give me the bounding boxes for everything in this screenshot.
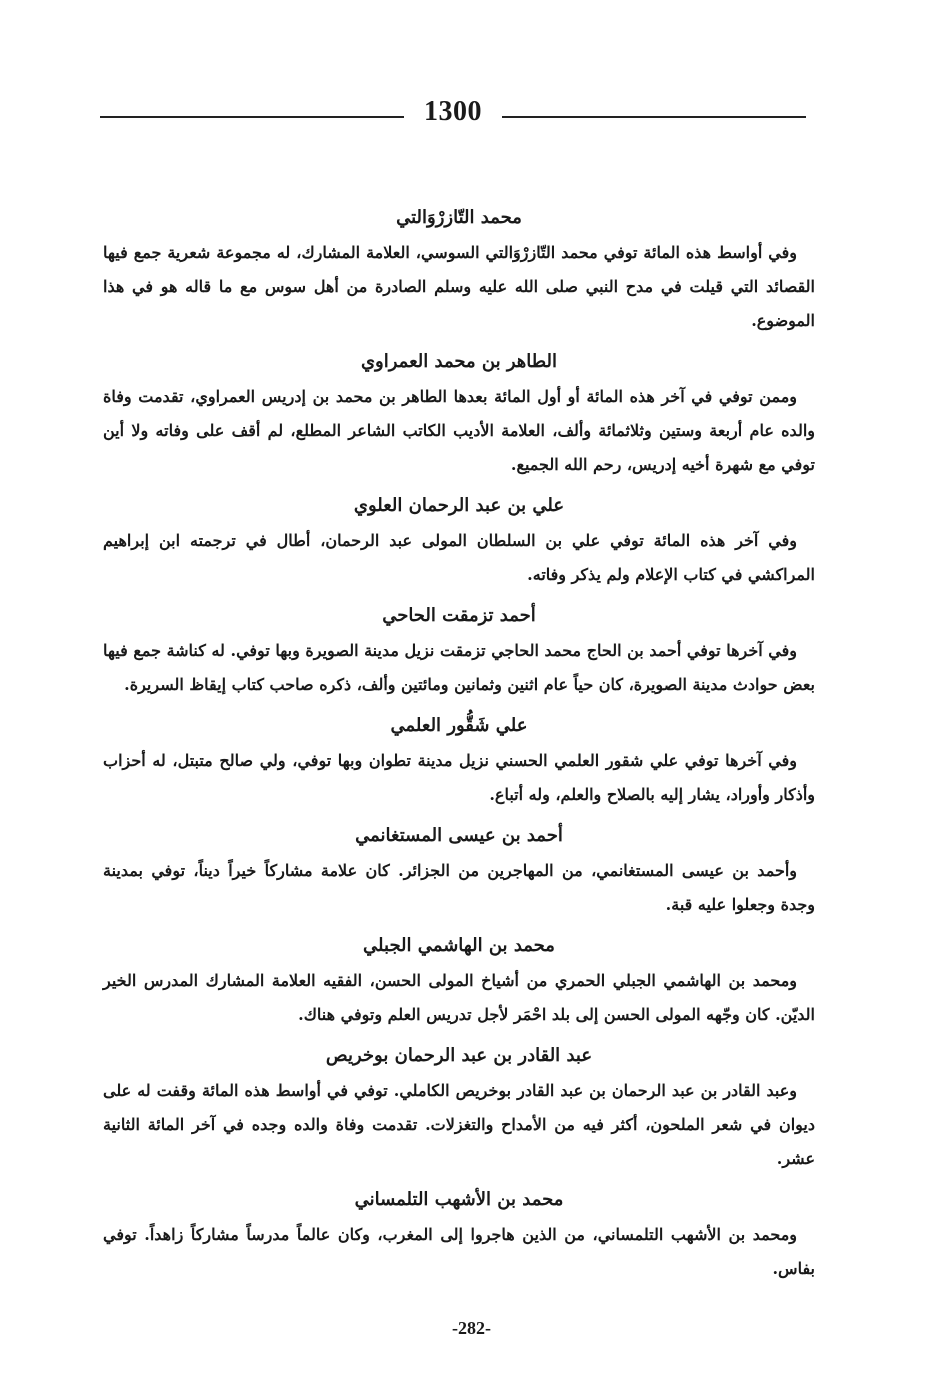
biography-entry	[103, 598, 815, 702]
entry-title: الطاهر بن محمد العمراوي	[360, 351, 558, 372]
entry-body: ومحمد بن الأشهب التلمساني، من الذين هاجروا إلى المغرب، وكان عالماً مدرساً مشاركاً زاهداً. توفي بفاس.	[103, 1225, 815, 1278]
biography-entry	[103, 1182, 815, 1286]
entry-body: وعبد القادر بن عبد الرحمان بن عبد القادر بوخريص الكاملي. توفي في أواسط هذه المائة وقفت له على ديوان في شعر الملحون، أكثر فيه من الأمداح والتغزلات. تقدمت وفاة والده وجده في آخر المائة الثانية عشر.	[103, 1081, 815, 1168]
entry-title: أحمد بن عيسى المستغانمي	[355, 825, 563, 846]
biography-entry	[103, 708, 815, 812]
header-rule-right	[502, 116, 806, 118]
entry-title: محمد التّازرْوَالتي	[396, 207, 522, 228]
entry-body: وفي أواسط هذه المائة توفي محمد التّازرْوَالتي السوسي، العلامة المشارك، له مجموعة شعرية جمع فيها القصائد التي قيلت في مدح النبي صلى الله عليه وسلم الصادرة من أهل سوس مع ما قاله هو في هذا الموضوع.	[103, 243, 815, 330]
biography-entry	[103, 344, 815, 482]
biography-entry	[103, 488, 815, 592]
biography-entry	[103, 928, 815, 1032]
page-header	[100, 92, 806, 132]
biography-entry	[103, 1038, 815, 1176]
page-number: 1300	[424, 96, 482, 127]
entry-body: ومحمد بن الهاشمي الجبلي الحمري من أشياخ المولى الحسن، الفقيه العلامة المشارك المدرس الخير الديّن. كان وجّهه المولى الحسن إلى بلد احْمَر لأجل تدريس العلم وتوفي هناك.	[103, 971, 815, 1024]
entry-body: وأحمد بن عيسى المستغانمي، من المهاجرين من الجزائر. كان علامة مشاركاً خيراً ديناً، توفي بمدينة وجدة وجعلوا عليه قبة.	[103, 861, 815, 914]
entry-title: علي شَقُّور العلمي	[390, 715, 528, 736]
entry-body: وممن توفي في آخر هذه المائة أو أول المائة بعدها الطاهر بن محمد بن إدريس العمراوي، تقدمت وفاة والده عام أربعة وستين وثلاثمائة وألف، العلامة الأديب الكاتب الشاعر المطلع، لم أقف على وفاته ولا أين توفي مع شهرة أخيه إدريس، رحم الله الجميع.	[103, 387, 815, 474]
page-content	[103, 200, 815, 1292]
page-footer-number: -282-	[452, 1318, 491, 1338]
entry-title: أحمد تزمقت الحاحي	[382, 605, 536, 626]
entry-title: محمد بن الهاشمي الجبلي	[363, 935, 555, 956]
header-rule-left	[100, 116, 404, 118]
entry-body: وفي آخرها توفي علي شقور العلمي الحسني نزيل مدينة تطوان وبها توفي، ولي صالح متبتل، له أحزاب وأذكار وأوراد، يشار إليه بالصلاح والعلم، وله أتباع.	[103, 751, 815, 804]
entry-body: وفي آخر هذه المائة توفي علي بن السلطان المولى عبد الرحمان، أطال في ترجمته ابن إبراهيم المراكشي في كتاب الإعلام ولم يذكر وفاته.	[103, 531, 815, 584]
entry-title: محمد بن الأشهب التلمساني	[354, 1189, 564, 1210]
entry-title: علي بن عبد الرحمان العلوي	[353, 495, 565, 516]
entry-body: وفي آخرها توفي أحمد بن الحاج محمد الحاجي تزمقت نزيل مدينة الصويرة وبها توفي. له كناشة جمع فيها بعض حوادث مدينة الصويرة، كان حياً عام اثنين وثمانين ومائتين وألف، ذكره صاحب كتاب إيقاظ السريرة.	[103, 641, 815, 694]
entry-title: عبد القادر بن عبد الرحمان بوخريص	[325, 1045, 593, 1066]
biography-entry	[103, 200, 815, 338]
biography-entry	[103, 818, 815, 922]
